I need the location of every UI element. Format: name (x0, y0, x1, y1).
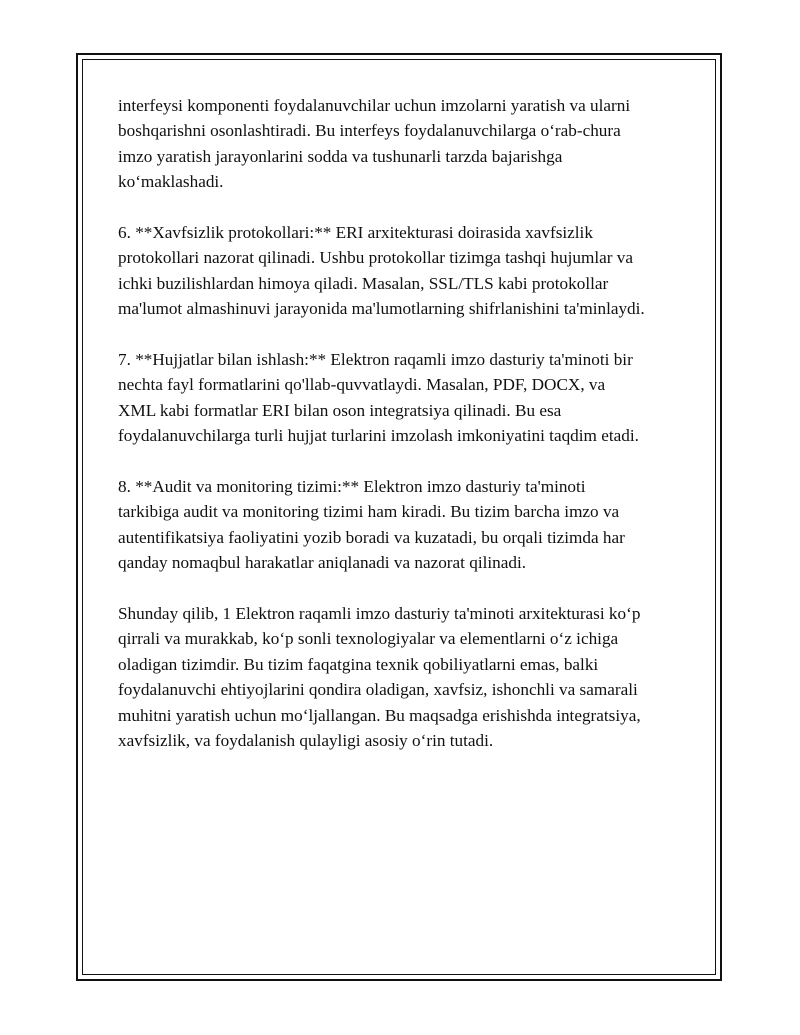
text-line: interfeysi komponenti foydalanuvchilar uchun imzolarni yaratish va ularni (118, 96, 631, 115)
text-line: qirrali va murakkab, ko‘p sonli texnologiyalar va elementlarni o‘z ichiga (118, 629, 619, 649)
text-line: ko‘maklashadi. (118, 172, 224, 192)
text-line: qanday nomaqbul harakatlar aniqlanadi va nazorat qilinadi. (118, 553, 527, 573)
text-line: tarkibiga audit va monitoring tizimi ham kiradi. Bu tizim barcha imzo va (118, 502, 620, 522)
text-line: ma'lumot almashinuvi jarayonida ma'lumotlarning shifrlanishini ta'minlaydi. (118, 299, 645, 319)
text-line: Shunday qilib, 1 Elektron raqamli imzo dasturiy ta'minoti arxitekturasi ko‘p (118, 604, 641, 624)
text-line: muhitni yaratish uchun mo‘ljallangan. Bu maqsadga erishishda integratsiya, (118, 705, 641, 725)
text-line: protokollari nazorat qilinadi. Ushbu protokollar tizimga tashqi hujumlar va (118, 248, 634, 268)
paragraph-document-handling (118, 347, 690, 449)
text-line: XML kabi formatlar ERI bilan oson integratsiya qilinadi. Bu esa (118, 400, 562, 420)
text-line: 6. **Xavfsizlik protokollari:** ERI arxitekturasi doirasida xavfsizlik (118, 223, 593, 243)
text-line: nechta fayl formatlarini qo'llab-quvvatlaydi. Masalan, PDF, DOCX, va (118, 375, 606, 395)
text-line: 8. **Audit va monitoring tizimi:** Elektron imzo dasturiy ta'minoti (118, 477, 586, 497)
paragraph-audit-monitoring (118, 474, 690, 576)
text-line: oladigan tizimdir. Bu tizim faqatgina texnik qobiliyatlarni emas, balki (118, 654, 599, 674)
paragraph-interface-component (118, 93, 690, 195)
text-line: foydalanuvchilarga turli hujjat turlarini imzolash imkoniyatini taqdim etadi. (118, 426, 639, 446)
text-line: autentifikatsiya faoliyatini yozib boradi va kuzatadi, bu orqali tizimda har (118, 527, 625, 547)
paragraph-security-protocols (118, 220, 690, 322)
text-line: xavfsizlik, va foydalanish qulayligi asosiy o‘rin tutadi. (118, 731, 494, 751)
text-line: imzo yaratish jarayonlarini sodda va tushunarli tarzda bajarishga (118, 146, 563, 166)
text-line: boshqarishni osonlashtiradi. Bu interfeys foydalanuvchilarga o‘rab-chura (118, 121, 621, 141)
paragraph-conclusion (118, 601, 690, 753)
text-line: 7. **Hujjatlar bilan ishlash:** Elektron raqamli imzo dasturiy ta'minoti bir (118, 350, 633, 370)
text-line: ichki buzilishlardan himoya qiladi. Masalan, SSL/TLS kabi protokollar (118, 273, 609, 293)
document-body (118, 93, 690, 779)
text-line: foydalanuvchi ehtiyojlarini qondira oladigan, xavfsiz, ishonchli va samarali (118, 680, 638, 700)
